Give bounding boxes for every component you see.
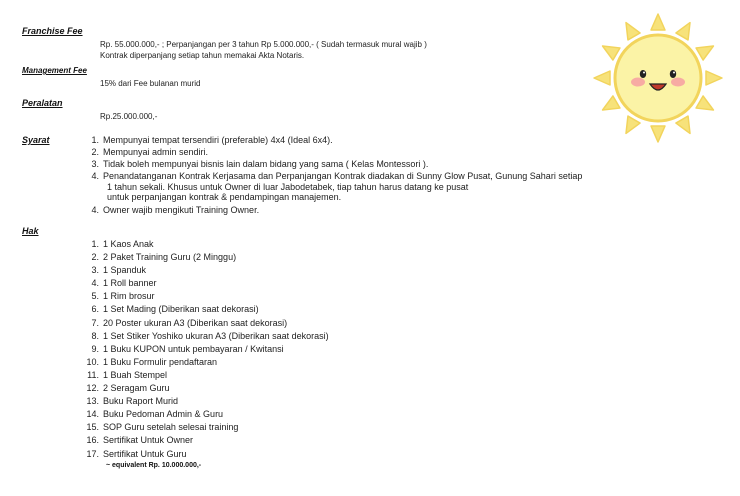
hak-item: 14. Buku Pedoman Admin & Guru xyxy=(86,409,224,420)
hak-item: 17. Sertifikat Untuk Guru xyxy=(86,448,187,459)
hak-item: 2. 2 Paket Training Guru (2 Minggu) xyxy=(91,252,237,263)
sun-ray xyxy=(626,23,640,40)
sun-ray xyxy=(706,71,722,85)
peralatan-label: Peralatan xyxy=(22,98,63,108)
hak-item: 3. 1 Spanduk xyxy=(91,265,147,276)
syarat-label: Syarat xyxy=(22,135,50,145)
hak-item: 8. 1 Set Stiker Yoshiko ukuran A3 (Diberikan saat dekorasi) xyxy=(91,330,329,341)
syarat-item: 2. Mempunyai admin sendiri. xyxy=(91,147,209,157)
sun-ray xyxy=(651,14,665,30)
hak-item: 12. 2 Seragam Guru xyxy=(86,383,170,394)
sun-ray xyxy=(676,116,690,133)
sun-face xyxy=(615,35,701,121)
sun-mascot-icon xyxy=(590,8,726,144)
hak-item: 1. 1 Kaos Anak xyxy=(91,239,154,249)
syarat-list xyxy=(84,135,582,217)
franchise-fee-price: Rp. 55.000.000,- ; Perpanjangan per 3 tahun Rp 5.000.000,- ( Sudah termasuk mural wajib ) xyxy=(100,40,427,49)
equivalent-value: ~ equivalent Rp. 10.000.000,- xyxy=(106,462,202,469)
left-cheek xyxy=(631,78,645,87)
hak-item: 10. 1 Buku Formulir pendaftaran xyxy=(86,356,218,367)
syarat-item: 4. Penandatanganan Kontrak Kerjasama dan Perpanjangan Kontrak diadakan di Sunny Glow Pusat, Gunung Sahari setiap 1 tahun sekali. Khusus untuk Owner di luar Jabodetabek, tiap tahun harus datang ke pusat untuk perpanjangan kontrak & pendampingan manajemen. xyxy=(91,171,583,202)
hak-label: Hak xyxy=(22,226,39,236)
sun-ray xyxy=(651,126,665,142)
franchise-fee-label: Franchise Fee xyxy=(22,26,83,36)
hak-item: 7. 20 Poster ukuran A3 (Diberikan saat dekorasi) xyxy=(91,317,288,328)
peralatan-value: Rp.25.000.000,- xyxy=(100,112,158,121)
franchise-fee-contract-note: Kontrak diperpanjang setiap tahun memakai Akta Notaris. xyxy=(100,51,305,60)
sun-ray xyxy=(603,46,620,60)
right-eye xyxy=(670,70,676,78)
syarat-item: 1. Mempunyai tempat tersendiri (preferable) 4x4 (Ideal 6x4). xyxy=(91,135,333,145)
right-cheek xyxy=(671,78,685,87)
sun-ray xyxy=(594,71,610,85)
management-fee-label: Management Fee xyxy=(22,66,87,75)
hak-item: 9. 1 Buku KUPON untuk pembayaran / Kwitansi xyxy=(91,343,284,354)
sun-ray xyxy=(696,46,713,60)
hak-item: 4. 1 Roll banner xyxy=(91,278,157,289)
hak-item: 6. 1 Set Mading (Diberikan saat dekorasi) xyxy=(91,304,259,315)
left-eye xyxy=(640,70,646,78)
sun-ray xyxy=(676,23,690,40)
hak-item: 11. 1 Buah Stempel xyxy=(87,369,168,380)
sun-ray xyxy=(603,96,620,110)
sun-ray xyxy=(626,116,640,133)
management-fee-value: 15% dari Fee bulanan murid xyxy=(100,79,201,88)
hak-item: 5. 1 Rim brosur xyxy=(91,291,155,302)
hak-list xyxy=(84,238,329,461)
hak-item: 13. Buku Raport Murid xyxy=(86,396,179,407)
hak-item: 16. Sertifikat Untuk Owner xyxy=(86,435,194,446)
syarat-item: 3. Tidak boleh mempunyai bisnis lain dalam bidang yang sama ( Kelas Montessori ). xyxy=(91,159,429,169)
syarat-item: 4. Owner wajib mengikuti Training Owner. xyxy=(91,204,260,215)
hak-item: 15. SOP Guru setelah selesai training xyxy=(86,422,239,433)
sun-ray xyxy=(696,96,713,110)
